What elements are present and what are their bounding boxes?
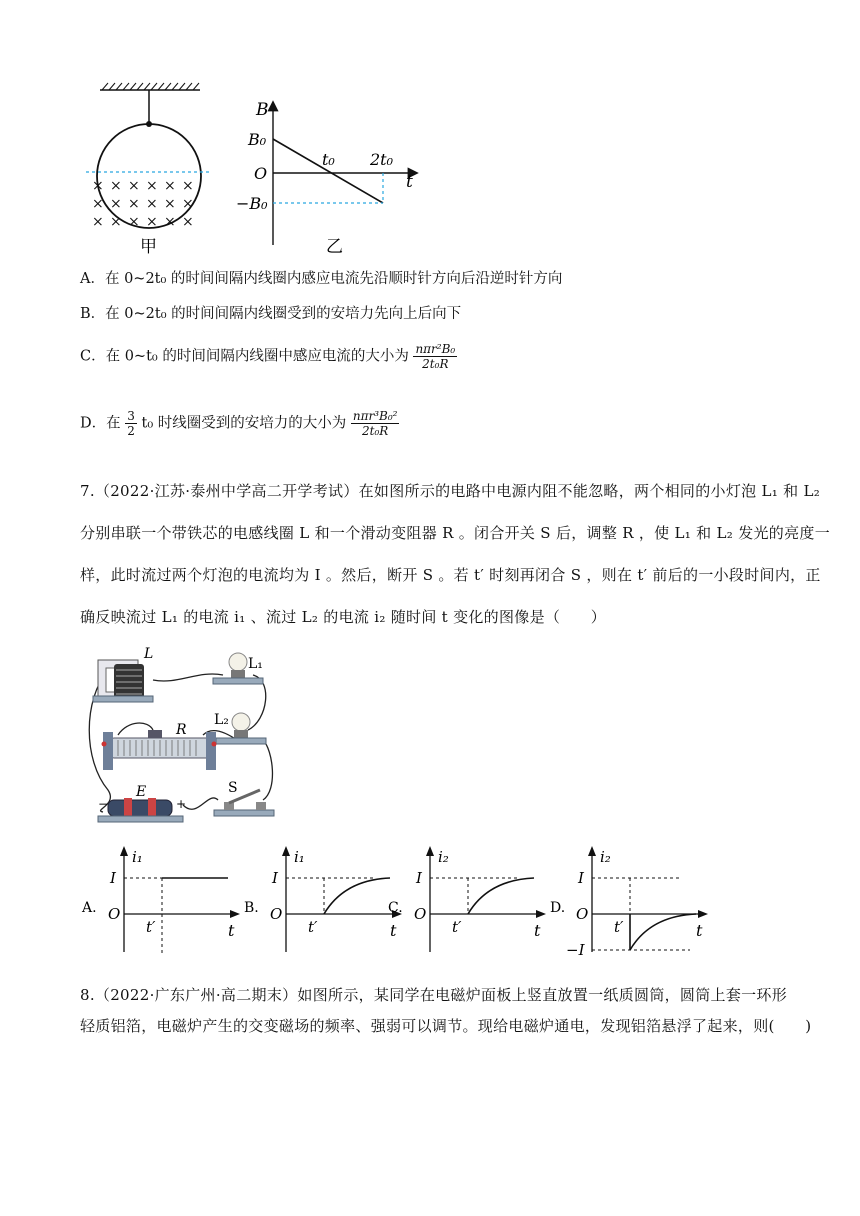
svg-text:×: × (92, 178, 104, 194)
option-c-denominator: 2t₀R (422, 357, 449, 371)
graph-option-b[interactable] (242, 842, 402, 966)
graph-axis-y-label: i₂ (600, 848, 611, 866)
graph-axis-x-label: t (228, 921, 235, 940)
graph-origin-label: O (270, 905, 283, 923)
svg-text:×: × (146, 178, 158, 194)
graph-option-d[interactable] (548, 842, 718, 966)
graph-y-arrow (588, 846, 596, 856)
graph-letter: C. (388, 900, 403, 916)
option-b: B．在 0~2t₀ 的时间间隔内线圈受到的安培力先向上后向下 (80, 306, 462, 322)
graph-tick-label: t′ (308, 918, 318, 936)
svg-text:×: × (146, 196, 158, 212)
circuit-label-r: R (176, 722, 187, 738)
graph-origin: O (254, 164, 268, 183)
graph-curve (630, 914, 696, 950)
option-a: A．在 0~2t₀ 的时间间隔内线圈内感应电流先沿顺时针方向后沿逆时针方向 (80, 271, 563, 287)
svg-text:×: × (110, 214, 122, 230)
graph-axis-x-label: t (696, 921, 703, 940)
option-d-fraction (351, 410, 400, 437)
q7-line-4: 确反映流过 L₁ 的电流 i₁ 、流过 L₂ 的电流 i₂ 随时间 t 变化的图像是（ ） (80, 608, 607, 626)
graph-tick-label: t′ (614, 918, 624, 936)
option-d-text: t₀ 时线圈受到的安培力的大小为 (141, 415, 347, 432)
figure-b-t-graph (230, 95, 430, 260)
option-c-fraction (413, 343, 457, 370)
graph-axis-y-label: i₂ (438, 848, 449, 866)
option-d (80, 410, 399, 437)
option-d-coef-numerator: 3 (127, 409, 135, 423)
circuit-label-plus: + (176, 797, 187, 811)
graph-axis-y-label: i₁ (132, 848, 143, 866)
graph-curve (468, 878, 534, 914)
q7-line-3: 样，此时流过两个灯泡的电流均为 I 。然后，断开 S 。若 t′ 时刻再闭合 S ，则在 t′ 前后的一小段时间内，正 (80, 566, 821, 584)
option-d-coef-denominator: 2 (127, 424, 135, 438)
graph-x-arrow (230, 910, 240, 918)
graph-2t0: 2t₀ (370, 150, 394, 169)
graph-axis-x-label: t (534, 921, 541, 940)
caption-jia: 甲 (140, 237, 157, 257)
svg-text:×: × (164, 178, 176, 194)
graph-x-arrow (698, 910, 708, 918)
option-d-coefficient (125, 410, 137, 437)
svg-text:×: × (110, 196, 122, 212)
graph-letter: A. (82, 900, 97, 916)
q8-line-2: 轻质铝箔，电磁炉产生的交变磁场的频率、强弱可以调节。现给电磁炉通电，发现铝箔悬浮了起来，则( ) (80, 1017, 812, 1035)
svg-text:×: × (128, 196, 140, 212)
graph-y-negative: −B₀ (236, 194, 268, 213)
svg-text:×: × (182, 178, 194, 194)
svg-text:×: × (182, 214, 194, 230)
graph-top-label: I (272, 869, 278, 887)
graph-x-arrow (536, 910, 546, 918)
graph-letter: D. (550, 900, 566, 916)
figure-coil-in-field (80, 80, 220, 260)
svg-text:×: × (92, 214, 104, 230)
graph-option-a[interactable] (80, 842, 240, 966)
svg-text:×: × (146, 214, 158, 230)
option-d-prefix: D．在 (80, 415, 121, 432)
svg-text:×: × (164, 196, 176, 212)
circuit-label-s: S (228, 780, 238, 796)
graph-axis-y-label: i₁ (294, 848, 305, 866)
graph-option-c[interactable] (386, 842, 546, 966)
svg-text:×: × (182, 196, 194, 212)
option-d-denominator: 2t₀R (362, 424, 389, 438)
graph-top-label: I (110, 869, 116, 887)
graph-axis-x-label: t (390, 921, 397, 940)
option-c-numerator: nπr²B₀ (415, 342, 456, 356)
graph-origin-label: O (108, 905, 121, 923)
graph-axis-y-label: B (256, 100, 269, 120)
caption-yi: 乙 (326, 237, 343, 257)
q8-line-1: 8.（2022·广东广州·高二期末）如图所示，某同学在电磁炉面板上竖直放置一纸质圆筒，圆筒上套一环形 (80, 986, 788, 1004)
graph-origin-label: O (576, 905, 589, 923)
graph-top-label: I (416, 869, 422, 887)
graph-y-arrow (426, 846, 434, 856)
graph-top-label: I (578, 869, 584, 887)
q7-line-1: 7.（2022·江苏·泰州中学高二开学考试）在如图所示的电路中电源内阻不能忽略，两个相同的小灯泡 L₁ 和 L₂ (80, 482, 821, 500)
circuit-label-l2: L₂ (214, 712, 229, 728)
circuit-label-l1: L₁ (248, 656, 263, 672)
svg-text:×: × (164, 214, 176, 230)
graph-y-positive: B₀ (248, 130, 267, 149)
graph-origin-label: O (414, 905, 427, 923)
graph-tick-label: t′ (452, 918, 462, 936)
graph-bottom-label: −I (566, 941, 585, 959)
svg-text:×: × (128, 178, 140, 194)
graph-letter: B. (244, 900, 259, 916)
svg-text:×: × (128, 214, 140, 230)
svg-text:×: × (92, 196, 104, 212)
graph-curve (324, 878, 390, 914)
option-c (80, 343, 457, 370)
option-d-numerator: nπr³B₀² (352, 409, 398, 423)
graph-t0: t₀ (322, 150, 335, 169)
figure-circuit (88, 640, 278, 830)
circuit-label-l: L (144, 646, 154, 662)
circuit-label-minus: − (98, 797, 109, 811)
svg-text:×: × (110, 178, 122, 194)
circuit-label-e: E (136, 784, 147, 800)
option-c-text: C．在 0~t₀ 的时间间隔内线圈中感应电流的大小为 (80, 348, 409, 365)
q7-line-2: 分别串联一个带铁芯的电感线圈 L 和一个滑动变阻器 R 。闭合开关 S 后，调整 R ，使 L₁ 和 L₂ 发光的亮度一 (80, 524, 830, 542)
graph-axis-x-label: t (406, 172, 413, 192)
graph-tick-label: t′ (146, 918, 156, 936)
graph-y-arrow (282, 846, 290, 856)
graph-y-arrow (120, 846, 128, 856)
